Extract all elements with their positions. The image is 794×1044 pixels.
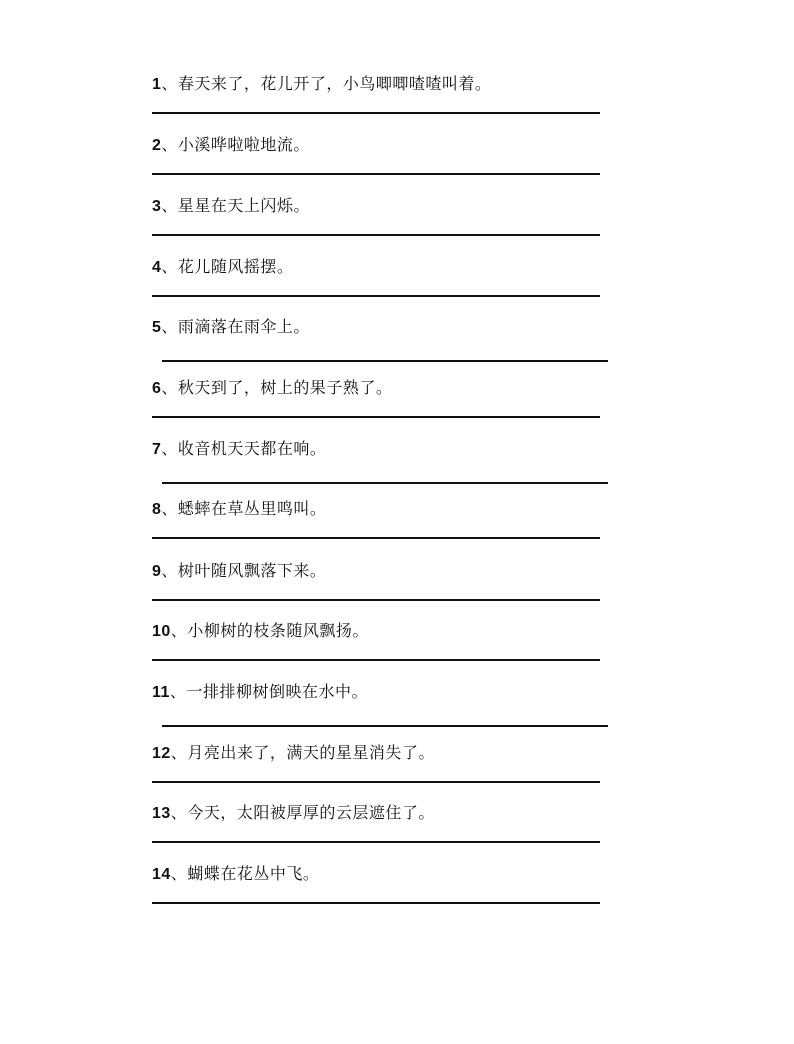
exercise-sentence bbox=[152, 196, 310, 217]
exercise-text: 蟋蟀在草丛里鸣叫。 bbox=[177, 499, 327, 518]
exercise-separator: 、 bbox=[170, 621, 188, 640]
exercise-separator: 、 bbox=[161, 196, 178, 215]
answer-line-9[interactable] bbox=[152, 599, 600, 601]
exercise-sentence bbox=[152, 561, 326, 582]
exercise-separator: 、 bbox=[161, 378, 178, 397]
exercise-text: 雨滴落在雨伞上。 bbox=[177, 317, 310, 336]
exercise-text: 蝴蝶在花丛中飞。 bbox=[187, 864, 320, 883]
exercise-sentence bbox=[152, 682, 368, 703]
answer-line-6[interactable] bbox=[152, 416, 600, 418]
answer-line-3[interactable] bbox=[152, 234, 600, 236]
exercise-item-2 bbox=[0, 135, 794, 195]
exercise-number: 5 bbox=[152, 319, 162, 336]
exercise-item-8 bbox=[0, 499, 794, 559]
exercise-item-4 bbox=[0, 257, 794, 317]
exercise-number: 9 bbox=[152, 563, 162, 580]
exercise-text: 星星在天上闪烁。 bbox=[177, 196, 310, 215]
exercise-item-11 bbox=[0, 682, 794, 742]
exercise-text: 小柳树的枝条随风飘扬。 bbox=[187, 621, 369, 640]
exercise-sentence bbox=[152, 743, 435, 764]
exercise-text: 收音机天天都在响。 bbox=[177, 439, 327, 458]
exercise-text: 春天来了，花儿开了，小鸟唧唧喳喳叫着。 bbox=[177, 74, 492, 93]
exercise-item-3 bbox=[0, 196, 794, 256]
answer-line-14[interactable] bbox=[152, 902, 600, 904]
exercise-number: 12 bbox=[152, 745, 171, 762]
answer-line-2[interactable] bbox=[152, 173, 600, 175]
answer-line-12[interactable] bbox=[152, 781, 600, 783]
exercise-text: 今天，太阳被厚厚的云层遮住了。 bbox=[187, 803, 435, 822]
answer-line-1[interactable] bbox=[152, 112, 600, 114]
exercise-item-9 bbox=[0, 561, 794, 621]
exercise-sentence bbox=[152, 864, 319, 885]
exercise-text: 秋天到了，树上的果子熟了。 bbox=[177, 378, 393, 397]
exercise-separator: 、 bbox=[161, 439, 178, 458]
exercise-number: 1 bbox=[152, 76, 162, 93]
exercise-number: 2 bbox=[152, 137, 162, 154]
exercise-number: 6 bbox=[152, 380, 162, 397]
exercise-sentence bbox=[152, 135, 310, 156]
exercise-item-10 bbox=[0, 621, 794, 681]
exercise-item-7 bbox=[0, 439, 794, 499]
exercise-separator: 、 bbox=[170, 743, 188, 762]
exercise-separator: 、 bbox=[161, 135, 178, 154]
exercise-text: 花儿随风摇摆。 bbox=[177, 257, 294, 276]
answer-line-11[interactable] bbox=[162, 725, 608, 727]
exercise-number: 14 bbox=[152, 866, 171, 883]
exercise-item-13 bbox=[0, 803, 794, 863]
exercise-number: 11 bbox=[152, 684, 170, 701]
exercise-number: 4 bbox=[152, 259, 162, 276]
exercise-number: 3 bbox=[152, 198, 162, 215]
exercise-separator: 、 bbox=[170, 864, 188, 883]
exercise-item-14 bbox=[0, 864, 794, 924]
exercise-sentence bbox=[152, 803, 435, 824]
exercise-item-6 bbox=[0, 378, 794, 438]
answer-line-4[interactable] bbox=[152, 295, 600, 297]
exercise-item-1 bbox=[0, 74, 794, 134]
exercise-sentence bbox=[152, 621, 369, 642]
exercise-text: 小溪哗啦啦地流。 bbox=[177, 135, 310, 154]
exercise-number: 10 bbox=[152, 623, 171, 640]
answer-line-7[interactable] bbox=[162, 482, 608, 484]
exercise-number: 7 bbox=[152, 441, 162, 458]
exercise-text: 月亮出来了，满天的星星消失了。 bbox=[187, 743, 435, 762]
exercise-separator: 、 bbox=[161, 317, 178, 336]
answer-line-5[interactable] bbox=[162, 360, 608, 362]
exercise-text: 一排排柳树倒映在水中。 bbox=[186, 682, 368, 701]
exercise-number: 8 bbox=[152, 501, 162, 518]
exercise-separator: 、 bbox=[170, 803, 188, 822]
exercise-text: 树叶随风飘落下来。 bbox=[177, 561, 327, 580]
answer-line-10[interactable] bbox=[152, 659, 600, 661]
exercise-number: 13 bbox=[152, 805, 171, 822]
exercise-separator: 、 bbox=[161, 561, 178, 580]
exercise-separator: 、 bbox=[161, 257, 178, 276]
exercise-sentence bbox=[152, 499, 326, 520]
exercise-sentence bbox=[152, 257, 293, 278]
exercise-item-12 bbox=[0, 743, 794, 803]
answer-line-8[interactable] bbox=[152, 537, 600, 539]
exercise-sentence bbox=[152, 74, 491, 95]
exercise-separator: 、 bbox=[161, 74, 178, 93]
exercise-separator: 、 bbox=[161, 499, 178, 518]
exercise-sentence bbox=[152, 317, 310, 338]
exercise-item-5 bbox=[0, 317, 794, 377]
exercise-sentence bbox=[152, 378, 392, 399]
exercise-separator: 、 bbox=[169, 682, 187, 701]
exercise-sentence bbox=[152, 439, 326, 460]
answer-line-13[interactable] bbox=[152, 841, 600, 843]
